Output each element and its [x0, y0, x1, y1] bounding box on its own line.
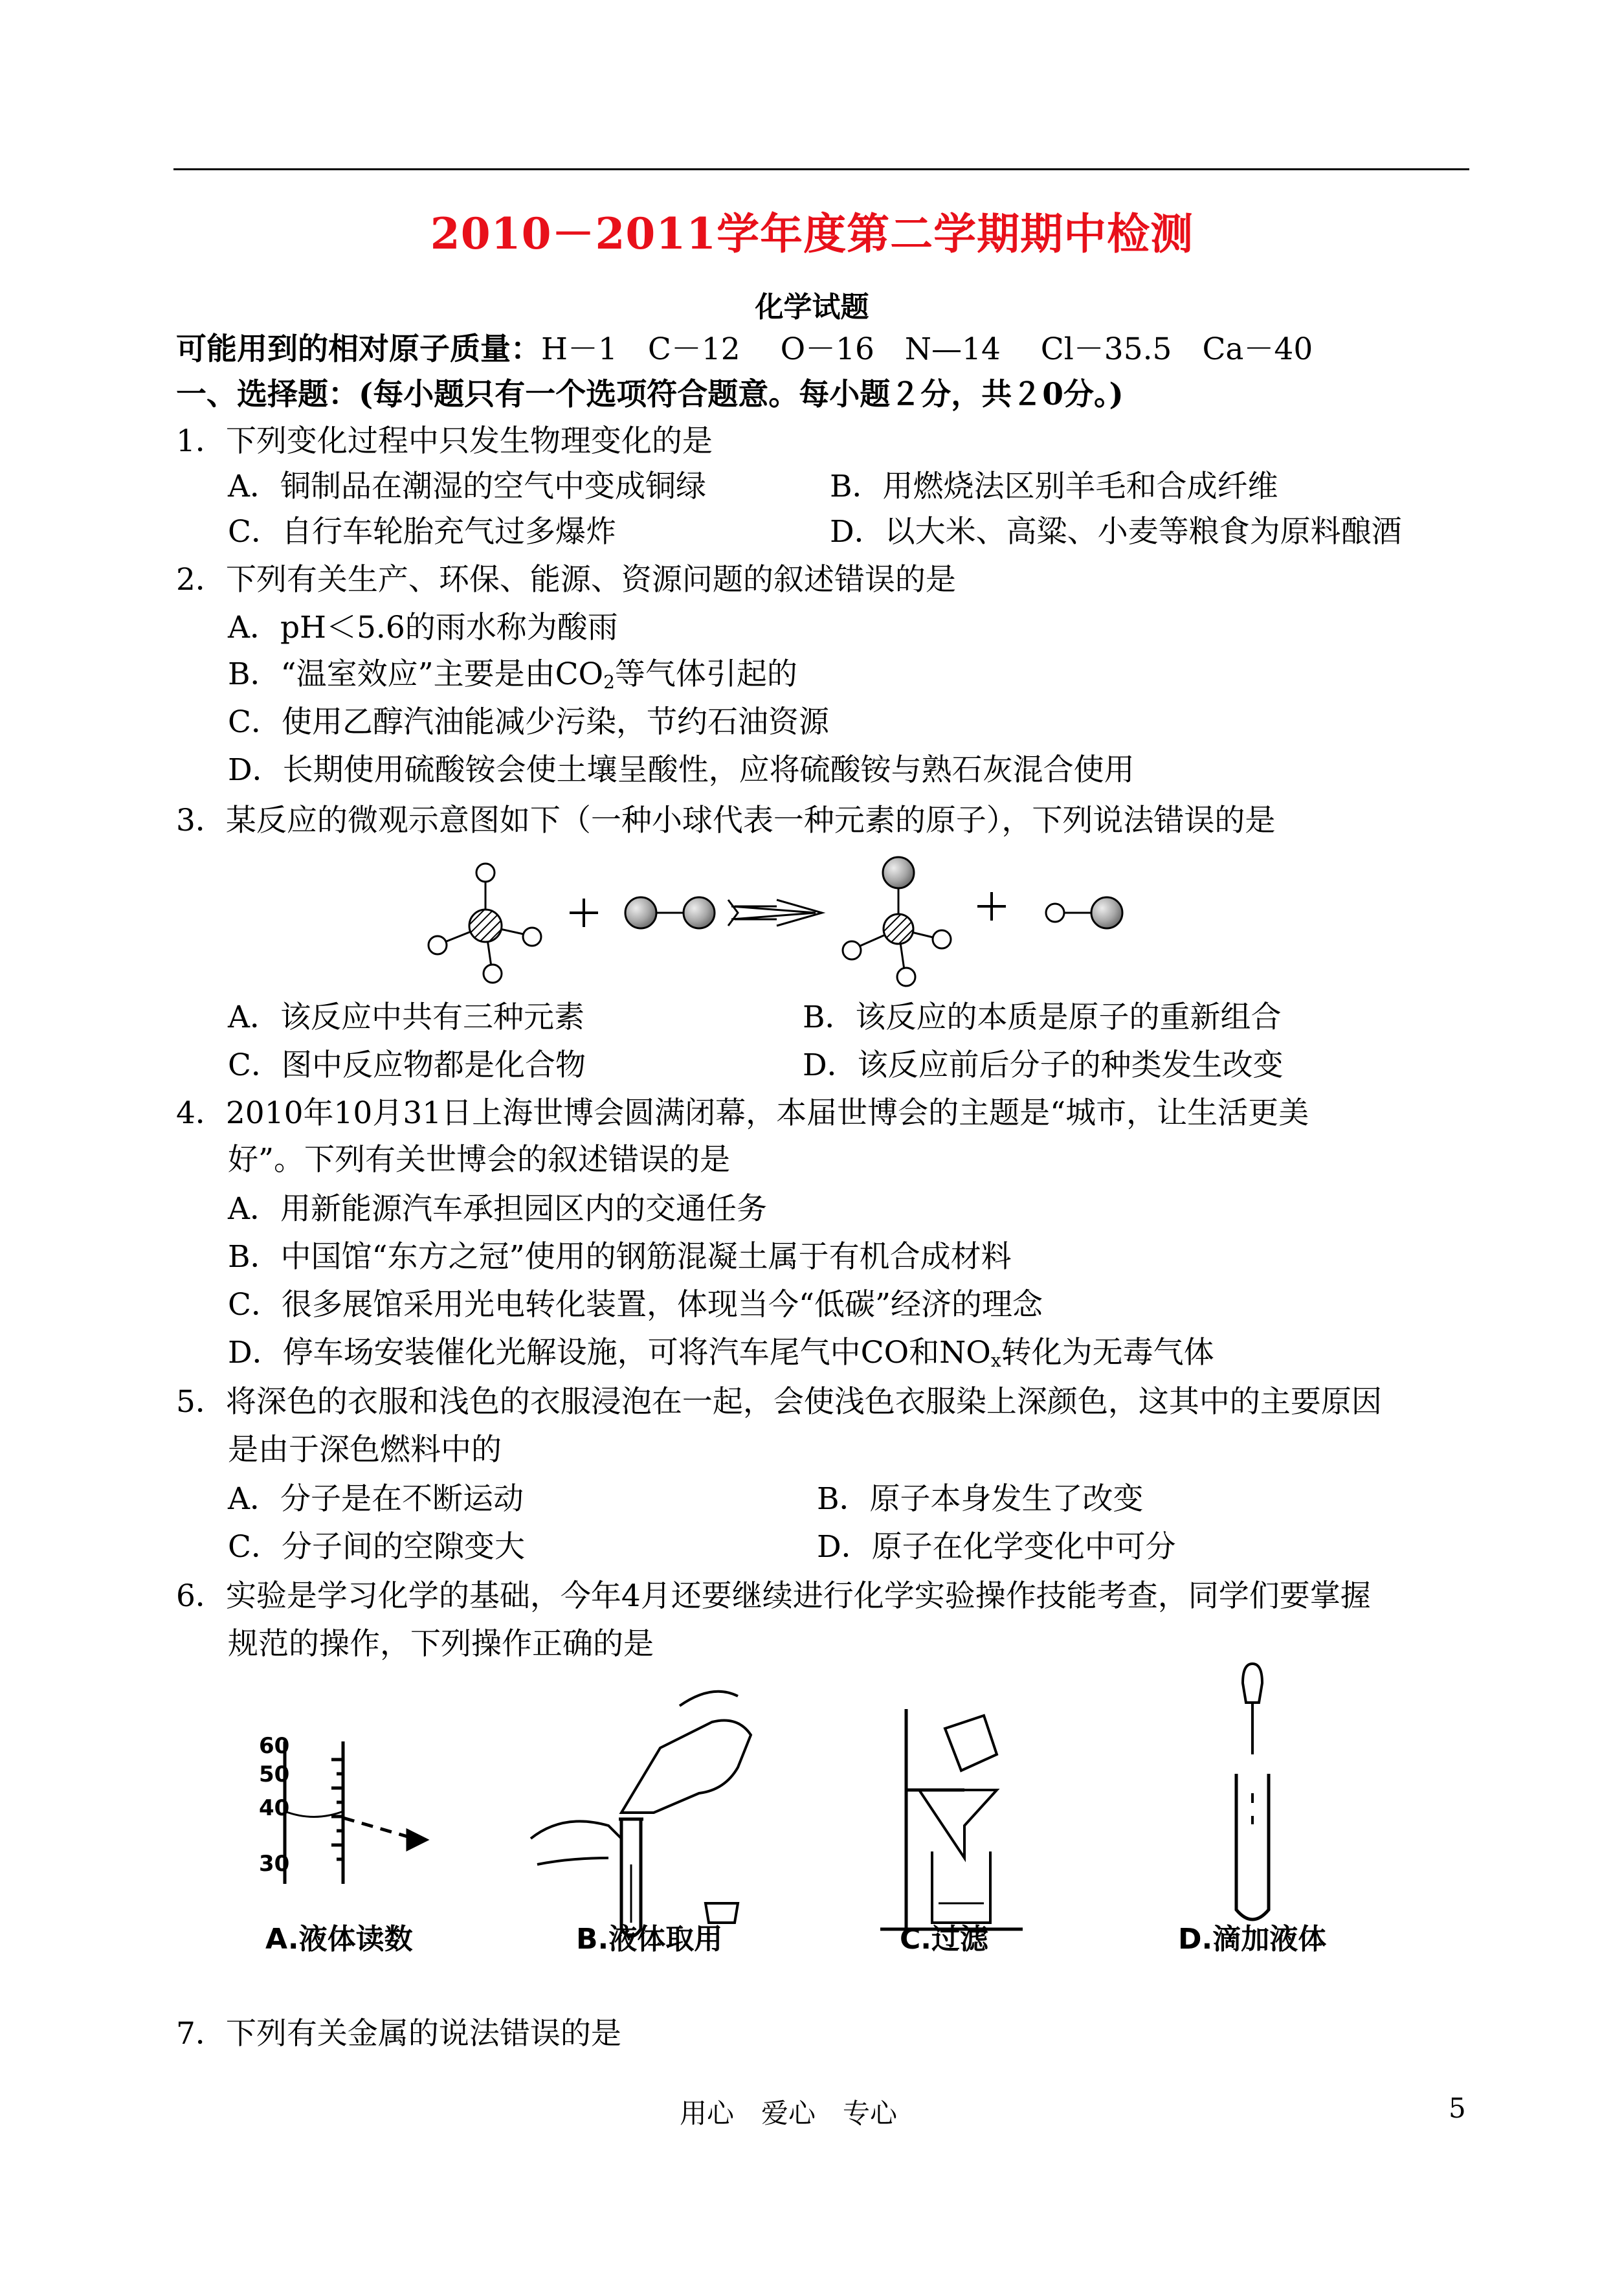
dropper-and-tube — [1236, 1664, 1269, 1919]
q4-option-d — [228, 1334, 1214, 1380]
q5-option-a: A．分子是在不断运动 — [228, 1481, 524, 1517]
product-molecule-2 — [1046, 897, 1122, 928]
q1-stem: 1．下列变化过程中只发生物理变化的是 — [176, 423, 713, 459]
q1-option-a: A．铜制品在潮湿的空气中变成铜绿 — [228, 469, 706, 504]
q4-option-c: C．很多展馆采用光电转化装置，体现当今“低碳”经济的理念 — [228, 1287, 1043, 1323]
q3-option-d: D．该反应前后分子的种类发生改变 — [803, 1047, 1284, 1083]
q6-stem-line1: 6．实验是学习化学的基础，今年4月还要继续进行化学实验操作技能考查，同学们要掌握 — [176, 1578, 1371, 1614]
product-molecule-1 — [843, 857, 951, 986]
q3-option-c: C．图中反应物都是化合物 — [228, 1047, 586, 1083]
plus-sign-2 — [977, 892, 1006, 921]
liquid-pouring — [531, 1692, 751, 1936]
q2-option-d: D．长期使用硫酸铵会使土壤呈酸性，应将硫酸铵与熟石灰混合使用 — [228, 752, 1135, 788]
caption-d: D.滴加液体 — [1178, 1923, 1327, 1955]
q1-option-b: B．用燃烧法区别羊毛和合成纤维 — [830, 469, 1278, 504]
caption-a: A.液体读数 — [265, 1923, 413, 1955]
q3-option-b: B．该反应的本质是原子的重新组合 — [803, 1000, 1282, 1035]
q4-option-d-subscript: x — [990, 1350, 1001, 1371]
q5-stem-line1: 5．将深色的衣服和浅色的衣服浸泡在一起，会使浅色衣服染上深颜色，这其中的主要原因 — [176, 1384, 1382, 1420]
q5-option-d: D．原子在化学变化中可分 — [817, 1529, 1176, 1565]
reactant-molecule-2 — [625, 897, 715, 928]
q4-option-d-text: D．停车场安装催化光解设施，可将汽车尾气中CO和NO — [228, 1335, 991, 1370]
q2-stem: 2．下列有关生产、环保、能源、资源问题的叙述错误的是 — [176, 562, 956, 598]
q5-stem-line2: 是由于深色燃料中的 — [228, 1432, 502, 1468]
plus-sign-1 — [570, 899, 598, 927]
atomic-mass-line — [176, 330, 1313, 369]
q6-stem-line2: 规范的操作，下列操作正确的是 — [228, 1626, 654, 1662]
header-rule — [173, 168, 1469, 170]
q4-stem-line1: 4．2010年10月31日上海世博会圆满闭幕，本届世博会的主题是“城市，让生活更美 — [176, 1095, 1309, 1131]
q2-option-a: A．pH＜5.6的雨水称为酸雨 — [228, 610, 618, 645]
cylinder-tick-60: 60 — [259, 1733, 290, 1759]
page-subtitle: 化学试题 — [755, 291, 869, 324]
graduated-cylinder — [285, 1741, 426, 1884]
atomic-mass-values: H－1 C－12 O－16 N—14 Cl－35.5 Ca－40 — [541, 331, 1313, 367]
q5-option-b: B．原子本身发生了改变 — [817, 1481, 1144, 1517]
q5-option-c: C．分子间的空隙变大 — [228, 1529, 525, 1565]
atomic-mass-label: 可能用到的相对原子质量： — [176, 331, 541, 367]
section-heading: 一、选择题：(每小题只有一个选项符合题意。每小题２分，共２0分。) — [176, 377, 1124, 412]
caption-b: B.液体取用 — [576, 1923, 723, 1955]
cylinder-tick-30: 30 — [259, 1851, 290, 1877]
reaction-arrow — [728, 900, 822, 926]
q4-option-d-text-end: 转化为无毒气体 — [1001, 1335, 1214, 1370]
reactant-molecule-1 — [428, 864, 541, 983]
caption-c: C.过滤 — [900, 1923, 989, 1955]
q2-option-b-text: B．“温室效应”主要是由CO — [228, 656, 604, 692]
q1-option-c: C．自行车轮胎充气过多爆炸 — [228, 514, 616, 550]
cylinder-tick-50: 50 — [259, 1762, 290, 1787]
reaction-diagram — [414, 842, 1152, 1003]
q4-stem-line2: 好”。下列有关世博会的叙述错误的是 — [228, 1142, 731, 1178]
page-title: 2010－2011学年度第二学期期中检测 — [430, 208, 1194, 259]
footer-motto: 用心 爱心 专心 — [680, 2097, 898, 2129]
q3-stem: 3．某反应的微观示意图如下（一种小球代表一种元素的原子），下列说法错误的是 — [176, 803, 1276, 838]
q1-option-d: D．以大米、高粱、小麦等粮食为原料酿酒 — [830, 514, 1402, 550]
q2-option-b — [228, 655, 797, 702]
page-number: 5 — [1449, 2092, 1466, 2124]
q4-option-b: B．中国馆“东方之冠”使用的钢筋混凝土属于有机合成材料 — [228, 1239, 1012, 1275]
q4-option-a: A．用新能源汽车承担园区内的交通任务 — [228, 1191, 767, 1227]
q2-option-b-subscript: 2 — [603, 671, 615, 693]
q3-option-a: A．该反应中共有三种元素 — [228, 1000, 584, 1035]
filtration-setup — [880, 1709, 1023, 1929]
q7-stem: 7．下列有关金属的说法错误的是 — [176, 2016, 621, 2052]
q2-option-c: C．使用乙醇汽油能减少污染，节约石油资源 — [228, 704, 829, 740]
lab-operations-figure — [259, 1644, 1424, 1955]
cylinder-tick-40: 40 — [259, 1795, 290, 1821]
q2-option-b-text-end: 等气体引起的 — [614, 656, 797, 692]
